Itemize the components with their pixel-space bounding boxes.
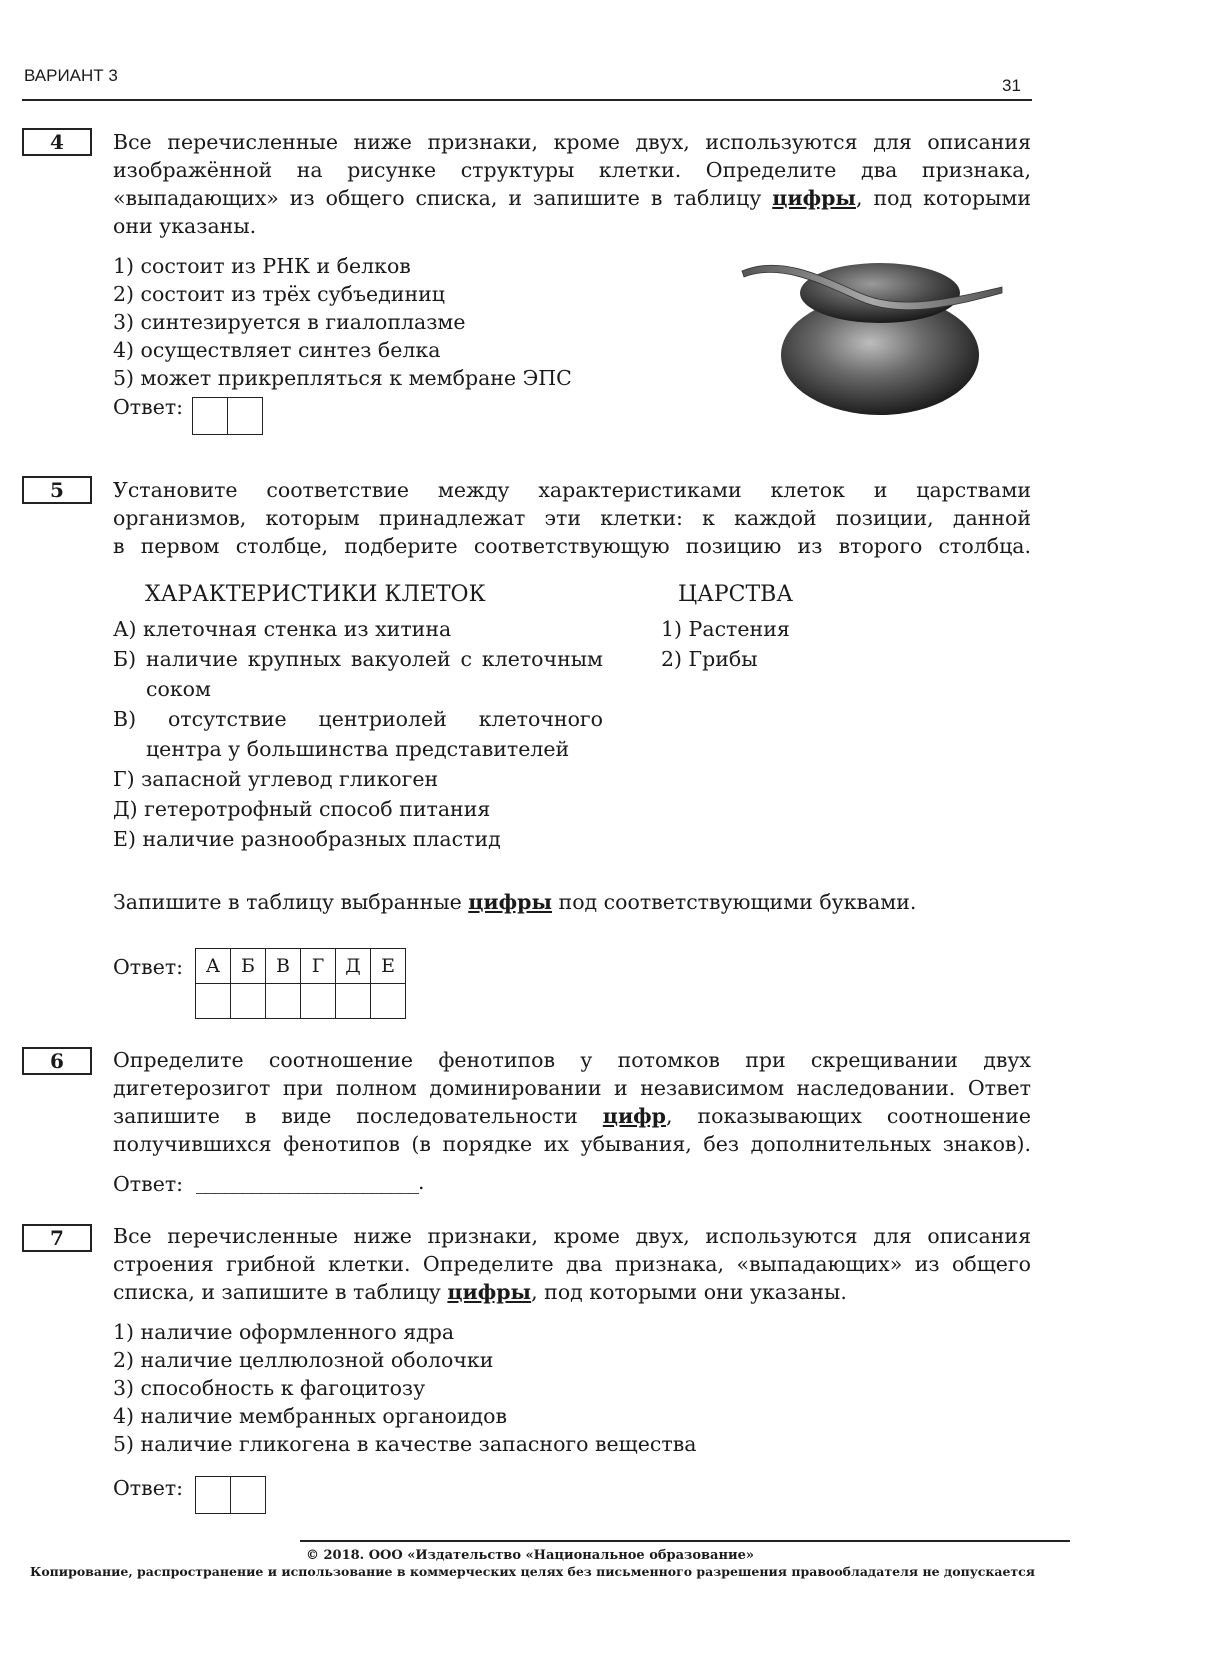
answer-input-cell[interactable]	[231, 984, 266, 1019]
list-item: Б) наличие крупных вакуолей с клеточным соком	[113, 647, 603, 701]
answer-header-cell: Г	[301, 949, 336, 984]
question-6-answer-label: Ответ:	[113, 1172, 184, 1196]
answer-input-cell[interactable]	[301, 984, 336, 1019]
question-7-answer-label: Ответ:	[113, 1476, 184, 1500]
answer-input-cell[interactable]	[266, 984, 301, 1019]
list-item: 1) Растения	[661, 617, 790, 641]
question-5-answer-label: Ответ:	[113, 955, 184, 979]
footer-rule	[300, 1540, 1070, 1542]
question-7-options	[113, 1318, 696, 1458]
answer-input-cell[interactable]	[371, 984, 406, 1019]
list-item: Г) запасной углевод гликоген	[113, 767, 439, 791]
answer-header-cell: Д	[336, 949, 371, 984]
answer-header-cell: А	[196, 949, 231, 984]
list-item: 3) синтезируется в гиалоплазме	[113, 310, 466, 334]
page-number: 31	[1002, 76, 1021, 95]
kingdoms-list	[661, 614, 790, 674]
question-7-text: Все перечисленные ниже признаки, кроме двух, используются для описания строения грибной клетки. Определите два признака, «выпадающих» из общего списка, и запишите в таблицу цифры, под которыми они указаны.	[113, 1224, 1031, 1304]
list-item: Е) наличие разнообразных пластид	[113, 827, 501, 851]
answer-header-cell: Е	[371, 949, 406, 984]
footer-notice: Копирование, распространение и использование в коммерческих целях без письменного разрешения правообладателя не допускается	[29, 1564, 1036, 1579]
question-5-instruction: Запишите в таблицу выбранные цифры под соответствующими буквами.	[113, 890, 917, 914]
list-item: 5) может прикрепляться к мембране ЭПС	[113, 366, 572, 390]
question-5-answer-table	[195, 948, 406, 1019]
footer-copyright: © 2018. ООО «Издательство «Национальное образование»	[305, 1548, 755, 1563]
question-7-number: 7	[22, 1224, 92, 1252]
list-item: В) отсутствие центриолей клеточного центра у большинства представителей	[113, 707, 603, 761]
question-5-number: 5	[22, 476, 92, 504]
list-item: 2) наличие целлюлозной оболочки	[113, 1348, 494, 1372]
ribosome-illustration	[740, 255, 1010, 415]
list-item: А) клеточная стенка из хитина	[113, 617, 452, 641]
answer-input-cell[interactable]	[336, 984, 371, 1019]
list-item: 2) состоит из трёх субъединиц	[113, 282, 445, 306]
answer-input-cell[interactable]	[196, 984, 231, 1019]
question-4-answer-box[interactable]	[192, 397, 263, 435]
variant-label: ВАРИАНТ 3	[24, 66, 118, 85]
question-6-text: Определите соотношение фенотипов у потомков при скрещивании двух дигетерозигот при полном доминировании и независимом наследовании. Ответ запишите в виде последовательности цифр, показывающих соотношение получившихся фенотипов (в порядке их убывания, без дополнительных знаков).	[113, 1048, 1031, 1156]
question-6-number: 6	[22, 1047, 92, 1075]
question-4-options	[113, 252, 572, 392]
list-item: 1) наличие оформленного ядра	[113, 1320, 455, 1344]
list-item: 4) наличие мембранных органоидов	[113, 1404, 508, 1428]
col1-title: ХАРАКТЕРИСТИКИ КЛЕТОК	[145, 582, 486, 607]
list-item: 2) Грибы	[661, 647, 758, 671]
list-item: Д) гетеротрофный способ питания	[113, 797, 491, 821]
question-5-text: Установите соответствие между характеристиками клеток и царствами организмов, которым принадлежат эти клетки: к каждой позиции, данной в первом столбце, подберите соответствующую позицию из второго столбца.	[113, 478, 1031, 558]
list-item: 3) способность к фагоцитозу	[113, 1376, 426, 1400]
question-6-answer-line[interactable]: ________________________.	[196, 1170, 424, 1194]
answer-header-cell: В	[266, 949, 301, 984]
list-item: 5) наличие гликогена в качестве запасного вещества	[113, 1432, 697, 1456]
answer-header-cell: Б	[231, 949, 266, 984]
question-7-answer-box[interactable]	[195, 1476, 266, 1514]
list-item: 1) состоит из РНК и белков	[113, 254, 411, 278]
list-item: 4) осуществляет синтез белка	[113, 338, 441, 362]
question-4-answer-label: Ответ:	[113, 395, 184, 419]
header-rule	[22, 99, 1032, 101]
question-4-number: 4	[22, 128, 92, 156]
question-4-text: Все перечисленные ниже признаки, кроме двух, используются для описания изображённой на рисунке структуры клетки. Определите два признака, «выпадающих» из общего списка, и запишите в таблицу цифры, под которыми они указаны.	[113, 130, 1031, 238]
characteristics-list	[113, 614, 603, 854]
col2-title: ЦАРСТВА	[678, 582, 793, 607]
